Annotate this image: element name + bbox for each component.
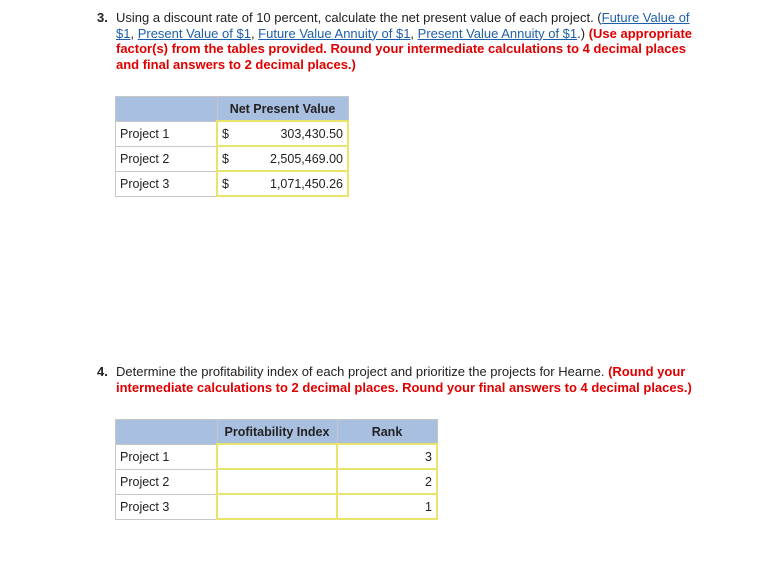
row-label: Project 3 [116,171,218,196]
header-rank: Rank [337,420,437,445]
row-label: Project 2 [116,146,218,171]
profitability-index-input[interactable] [217,444,337,469]
table-row [116,146,349,171]
rank-input[interactable]: 3 [337,444,437,469]
table-row [116,469,438,494]
header-npv: Net Present Value [217,97,348,122]
row-label: Project 1 [116,444,218,469]
currency-symbol: $ [217,171,256,196]
currency-symbol: $ [217,121,256,146]
question-number: 3. [97,10,108,25]
question-number: 4. [97,364,108,379]
link-present-value-annuity[interactable]: Present Value Annuity of $1 [417,25,578,41]
table-row [116,494,438,519]
instruction-text: (Round your intermediate calculations to 2 decimal places. Round your final answers to 4 decimal places.) [116,364,692,395]
rank-input[interactable]: 1 [337,494,437,519]
table-row [116,121,349,146]
instruction-text: (Use appropriate factor(s) from the tables provided. Round your intermediate calculations to 4 decimal places and final answers to 2 decimal places.) [116,25,693,72]
question-text: Using a discount rate of 10 percent, calculate the net present value of each project. (Future Value of $1, Present Value of $1, Future Value Annuity of $1, Present Value Annuity of $1.) (Use appropriate factor(s) from the tables provided. Round your intermediate calculations to 4 decimal places and final answers to 2 decimal places.) [116,10,693,72]
table-row [116,444,438,469]
header-profitability-index: Profitability Index [217,420,337,445]
profitability-index-input[interactable] [217,469,337,494]
npv-table [115,96,349,197]
row-label: Project 3 [116,494,218,519]
profitability-index-input[interactable] [217,494,337,519]
header-blank [116,97,218,122]
row-label: Project 1 [116,121,218,146]
npv-input[interactable]: 2,505,469.00 [256,146,348,171]
currency-symbol: $ [217,146,256,171]
question-4 [97,364,707,395]
link-present-value[interactable]: Present Value of $1 [137,25,251,41]
table-row [116,171,349,196]
question-3 [97,10,707,72]
question-text: Determine the profitability index of each project and prioritize the projects for Hearne. (Round your intermediate calculations to 2 decimal places. Round your final answers to 4 decimal places.) [116,364,692,395]
link-future-value-annuity[interactable]: Future Value Annuity of $1 [258,25,411,41]
npv-input[interactable]: 303,430.50 [256,121,348,146]
header-blank [116,420,218,445]
rank-input[interactable]: 2 [337,469,437,494]
row-label: Project 2 [116,469,218,494]
npv-input[interactable]: 1,071,450.26 [256,171,348,196]
profitability-table [115,419,438,520]
link-future-value[interactable]: Future Value of $1 [116,10,690,41]
